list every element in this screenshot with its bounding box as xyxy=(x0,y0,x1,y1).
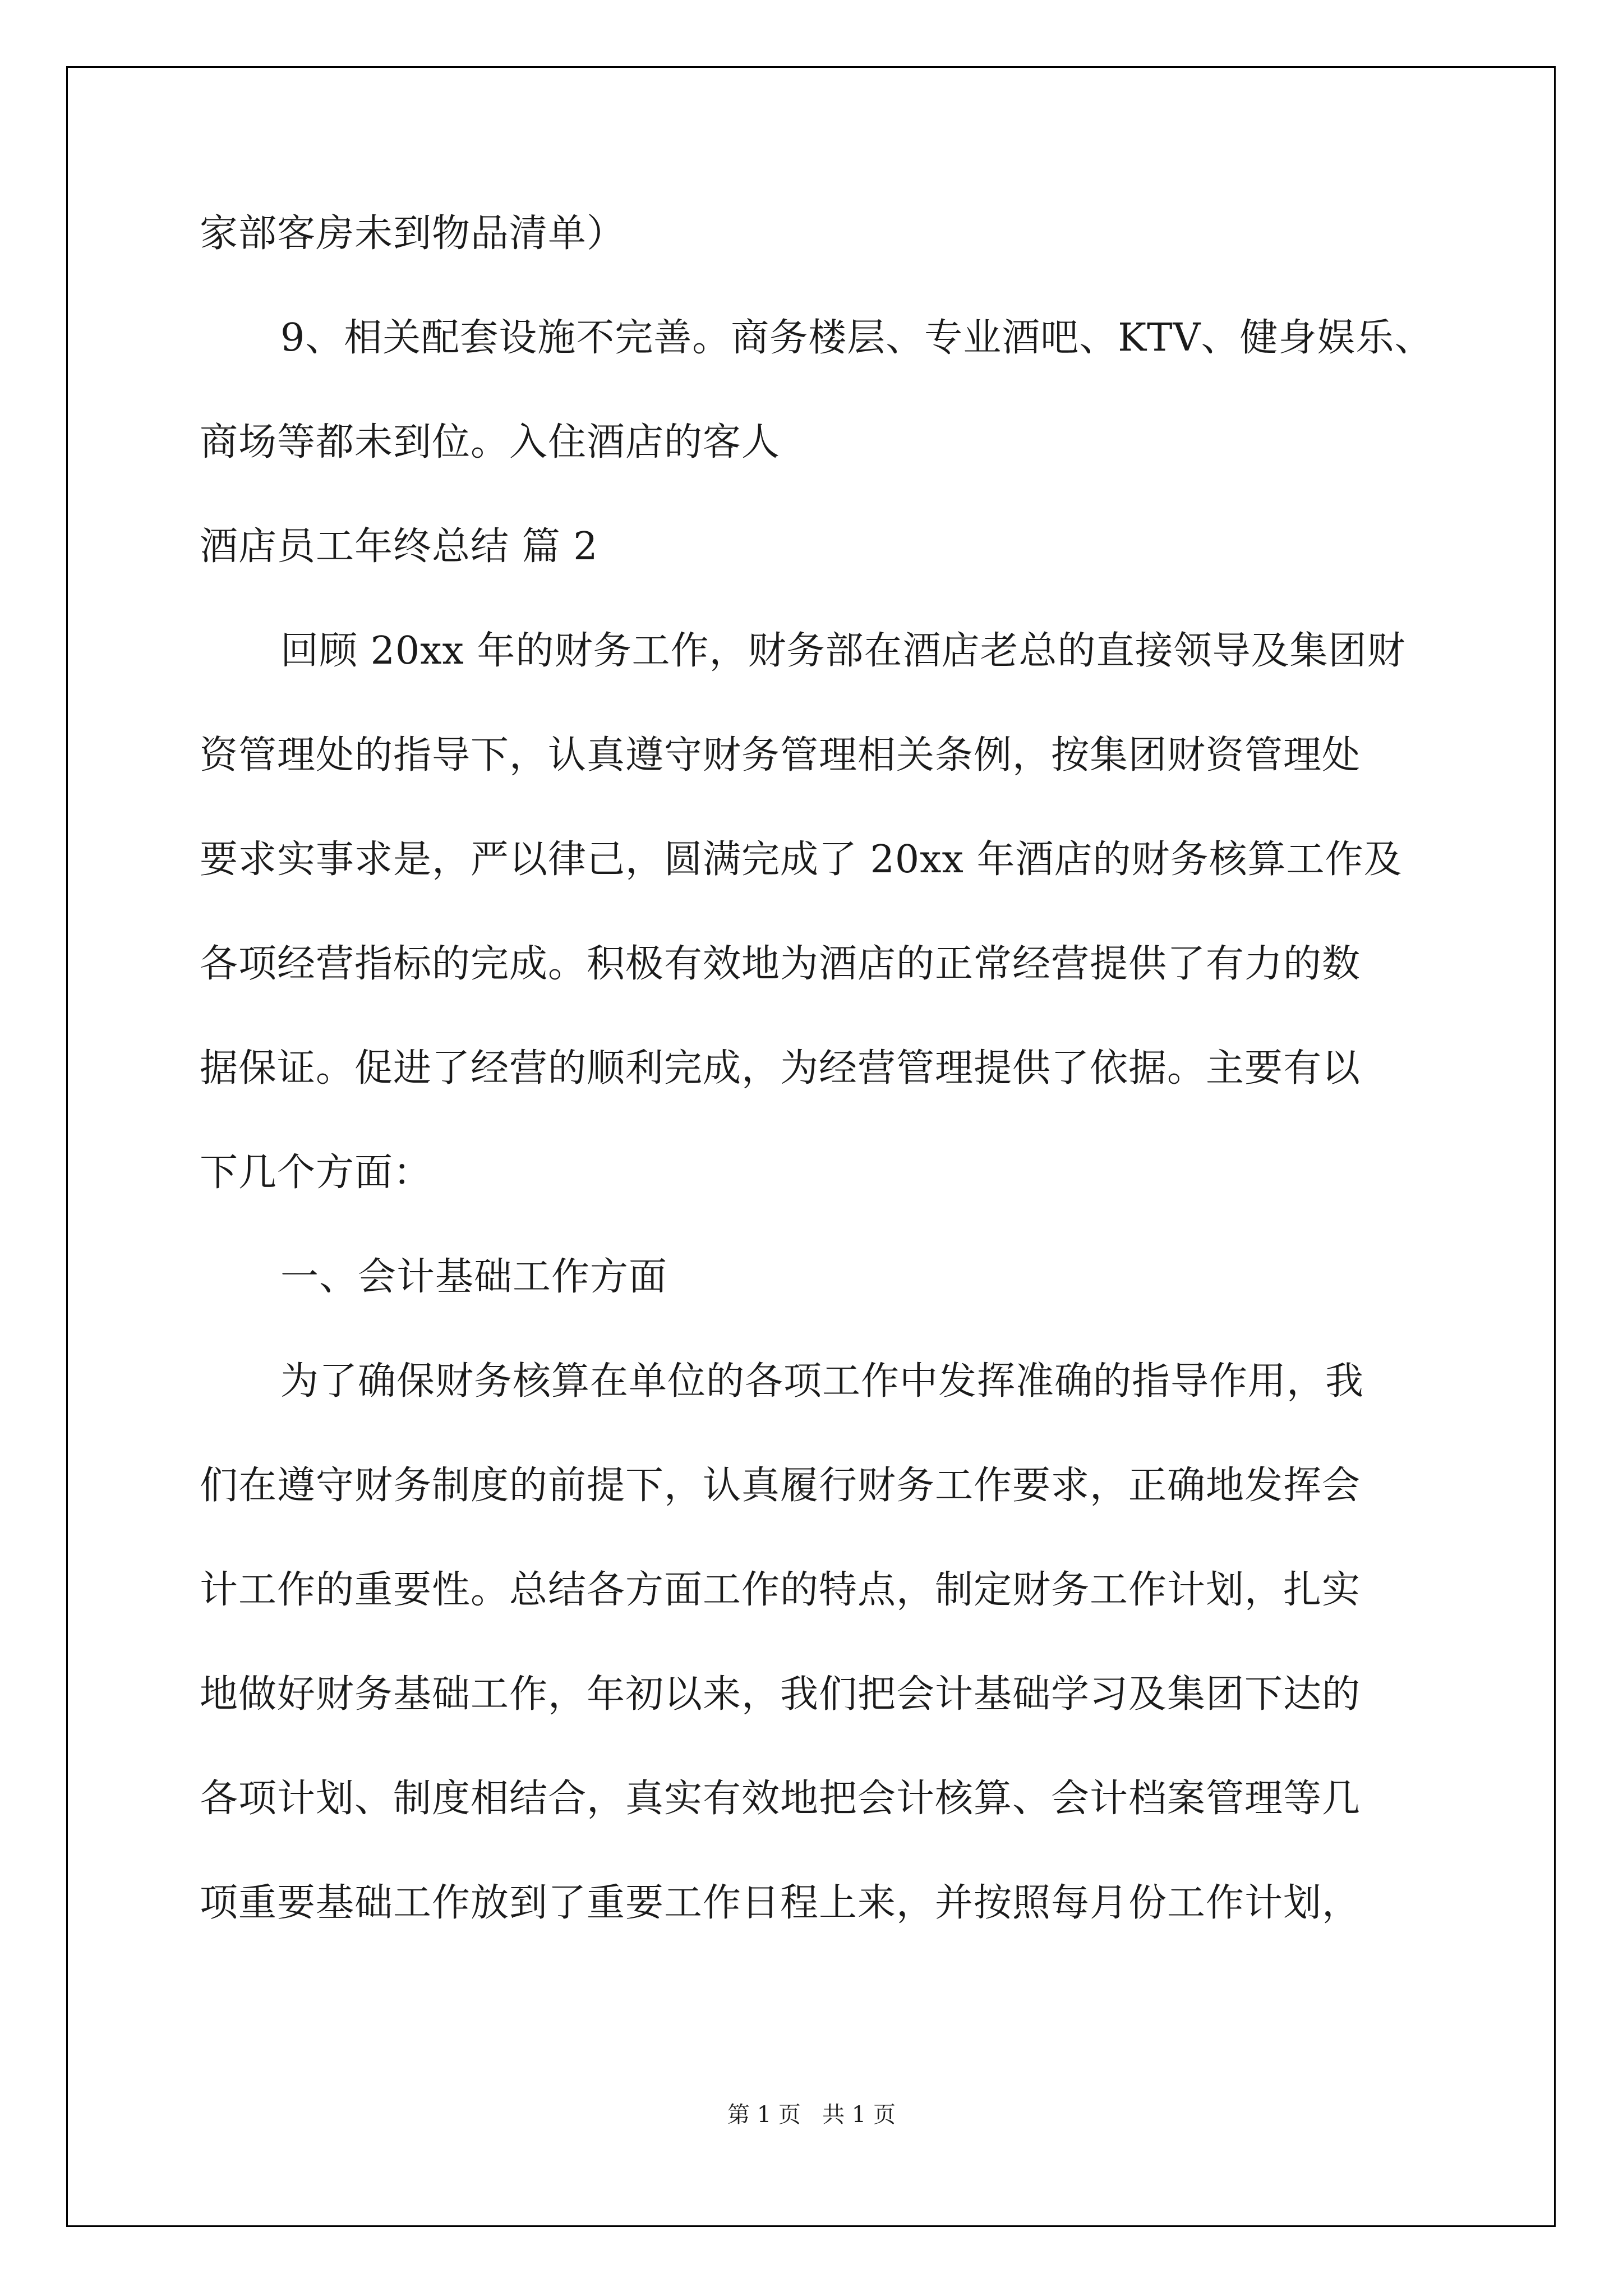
section-heading: 酒店员工年终总结 篇 2 xyxy=(200,524,598,569)
text-line: 要求实事求是，严以律己，圆满完成了 20xx 年酒店的财务核算工作及 xyxy=(200,838,1403,882)
text-line: 地做好财务基础工作，年初以来，我们把会计基础学习及集团下达的 xyxy=(200,1672,1361,1717)
text-line: 商场等都未到位。入住酒店的客人 xyxy=(200,420,781,464)
text-line: 据保证。促进了经营的顺利完成，为经营管理提供了依据。主要有以 xyxy=(200,1046,1361,1091)
text-line: 资管理处的指导下，认真遵守财务管理相关条例，按集团财资管理处 xyxy=(200,733,1361,777)
page-number-footer: 第 1 页 共 1 页 xyxy=(727,2102,896,2128)
text-line: 下几个方面： xyxy=(200,1151,432,1195)
text-line: 计工作的重要性。总结各方面工作的特点，制定财务工作计划，扎实 xyxy=(200,1568,1361,1612)
text-line: 各项计划、制度相结合，真实有效地把会计核算、会计档案管理等几 xyxy=(200,1777,1361,1821)
text-line: 9、相关配套设施不完善。商务楼层、专业酒吧、KTV、健身娱乐、 xyxy=(280,316,1433,360)
text-line: 家部客房未到物品清单） xyxy=(200,211,626,256)
text-line: 为了确保财务核算在单位的各项工作中发挥准确的指导作用，我 xyxy=(280,1359,1364,1404)
text-line: 们在遵守财务制度的前提下，认真履行财务工作要求，正确地发挥会 xyxy=(200,1464,1361,1508)
text-line: 项重要基础工作放到了重要工作日程上来，并按照每月份工作计划， xyxy=(200,1881,1361,1925)
text-line: 各项经营指标的完成。积极有效地为酒店的正常经营提供了有力的数 xyxy=(200,942,1361,986)
subsection-heading: 一、会计基础工作方面 xyxy=(280,1255,668,1299)
text-line: 回顾 20xx 年的财务工作，财务部在酒店老总的直接领导及集团财 xyxy=(280,629,1406,673)
